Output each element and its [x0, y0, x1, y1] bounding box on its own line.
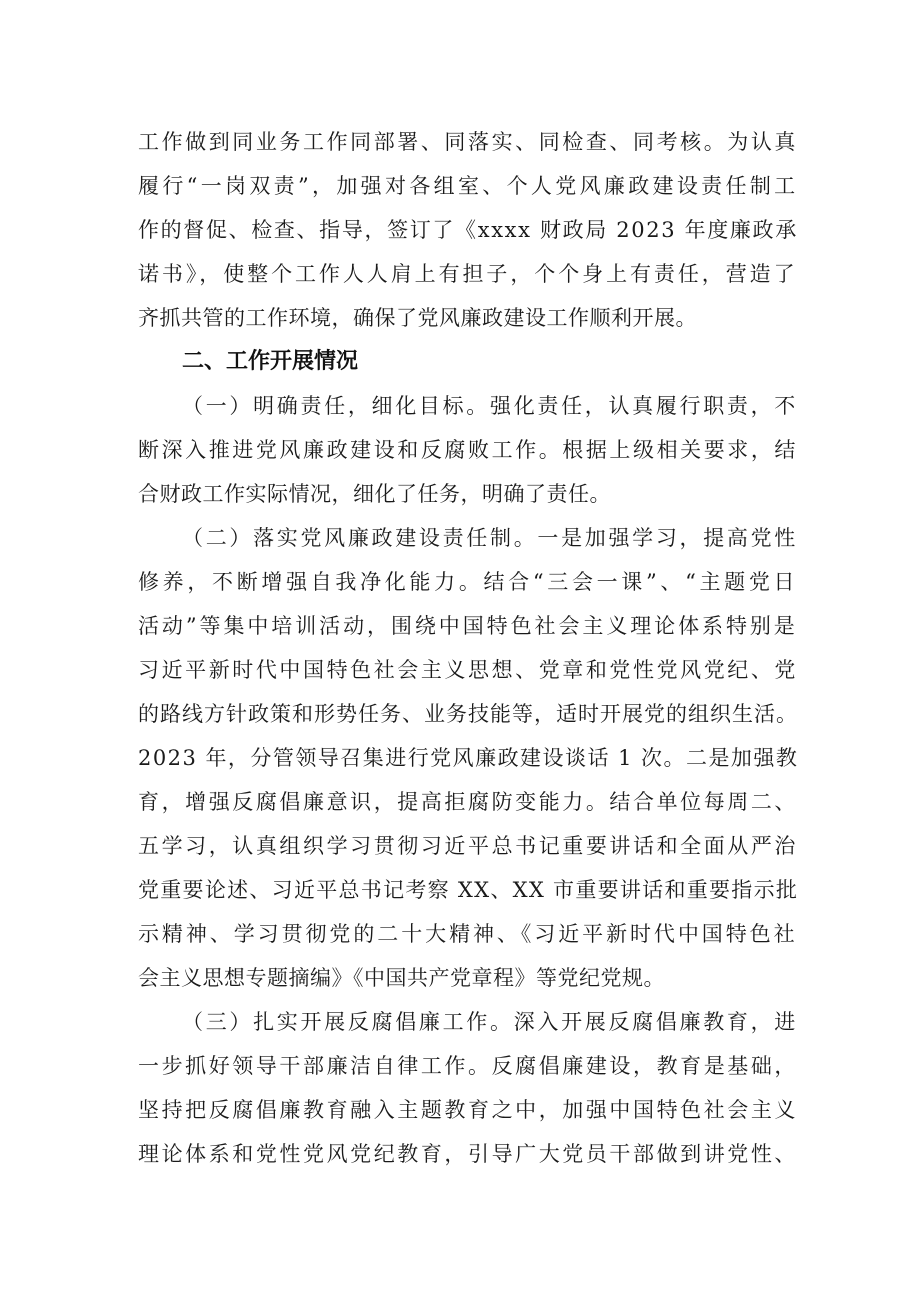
- intro-line-1: 工作做到同业务工作同部署、同落实、同检查、同考核。为认真: [138, 130, 798, 154]
- intro-line-3: 作的督促、检查、指导，签订了《xxxx 财政局 2023 年度廉政承: [138, 218, 798, 242]
- item-two-line-1: （二）落实党风廉政建设责任制。一是加强学习，提高党性: [182, 526, 798, 550]
- item-one-line-3: 合财政工作实际情况，细化了任务，明确了责任。: [138, 482, 611, 506]
- item-one-line-2: 断深入推进党风廉政建设和反腐败工作。根据上级相关要求，结: [138, 438, 798, 462]
- item-two-line-4: 习近平新时代中国特色社会主义思想、党章和党性党风党纪、党: [138, 658, 798, 682]
- item-two-line-3: 活动”等集中培训活动，围绕中国特色社会主义理论体系特别是: [138, 614, 798, 638]
- item-two-line-11: 会主义思想专题摘编》《中国共产党章程》等党纪党规。: [138, 966, 665, 990]
- item-two-line-10: 示精神、学习贯彻党的二十大精神、《习近平新时代中国特色社: [138, 922, 798, 946]
- item-two-line-5: 的路线方针政策和形势任务、业务技能等，适时开展党的组织生活。: [138, 702, 798, 726]
- item-two-line-6: 2023 年，分管领导召集进行党风廉政建设谈话 1 次。二是加强教: [138, 746, 799, 770]
- item-one-line-1: （一）明确责任，细化目标。强化责任，认真履行职责，不: [182, 394, 798, 418]
- item-two-line-2: 修养，不断增强自我净化能力。结合“三会一课”、“主题党日: [138, 570, 799, 594]
- item-two-line-9: 党重要论述、习近平总书记考察 XX、XX 市重要讲话和重要指示批: [138, 878, 799, 902]
- item-two-line-7: 育，增强反腐倡廉意识，提高拒腐防变能力。结合单位每周二、: [138, 790, 798, 814]
- item-three-line-1: （三）扎实开展反腐倡廉工作。深入开展反腐倡廉教育，进: [182, 1010, 798, 1034]
- item-two-line-8: 五学习，认真组织学习贯彻习近平总书记重要讲话和全面从严治: [138, 834, 798, 858]
- item-three-line-3: 坚持把反腐倡廉教育融入主题教育之中，加强中国特色社会主义: [138, 1098, 798, 1122]
- item-three-line-2: 一步抓好领导干部廉洁自律工作。反腐倡廉建设，教育是基础，: [138, 1054, 798, 1078]
- intro-line-5: 齐抓共管的工作环境，确保了党风廉政建设工作顺利开展。: [138, 306, 697, 330]
- section-heading: 二、工作开展情况: [182, 349, 359, 374]
- item-three-line-4: 理论体系和党性党风党纪教育，引导广大党员干部做到讲党性、: [138, 1142, 798, 1166]
- intro-line-2: 履行“一岗双责”，加强对各组室、个人党风廉政建设责任制工: [138, 174, 799, 198]
- intro-line-4: 诺书》，使整个工作人人肩上有担子，个个身上有责任，营造了: [138, 262, 798, 286]
